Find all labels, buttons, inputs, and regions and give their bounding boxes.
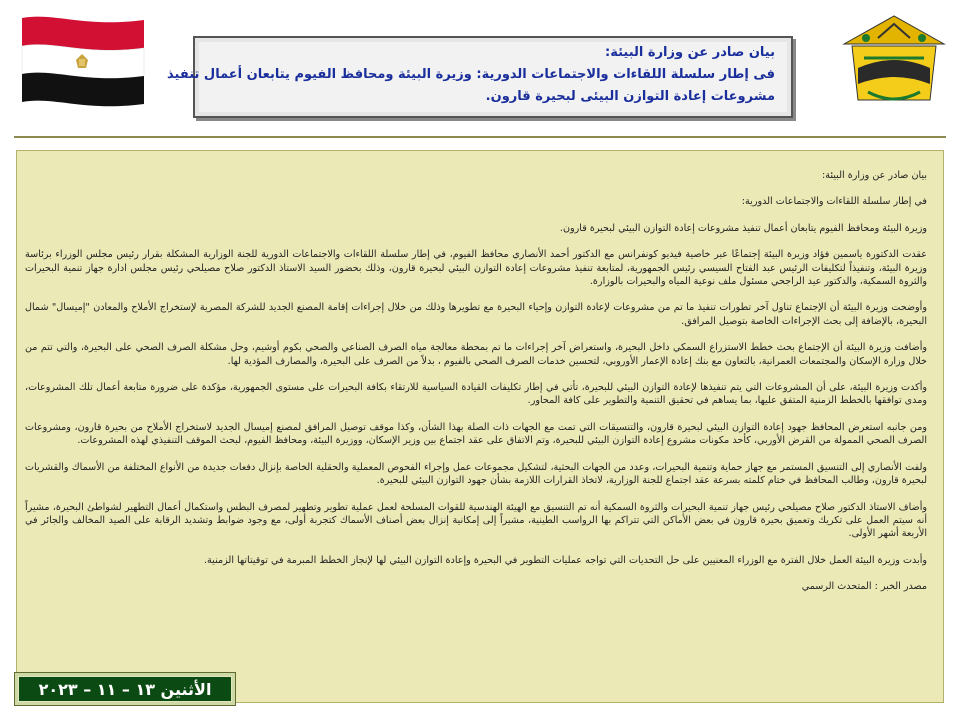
paragraph: وأضافت وزيرة البيئة أن الإجتماع بحث خطط الاستزراع السمكي داخل البحيرة، واستعراض آخر إجراءات ما تم بمحطة معالجة مياه الصرف الصناعي والصحي بكوم أوشيم، وحل مشكلة الصرف الصحي على البحيرة، والتي تتم من خلال وزارة الإسكان والمجتمعات العمرانية، بالتعاون مع بنك إعادة الإعمار الأوروبي، لتحسين خدمات الصرف الصحي بالفيوم ، بدلاً من الصرف على البحيرة، والمصارف المؤدية لها. (25, 342, 927, 367)
paragraph: بيان صادر عن وزارة البيئة: (822, 170, 927, 181)
header-inner (167, 42, 787, 112)
header-title-line-1: بيان صادر عن وزارة البيئة: (605, 45, 775, 60)
paragraph: وأوضحت وزيرة البيئة أن الإجتماع تناول آخر تطورات تنفيذ ما تم من مشروعات لإعادة التوازن وإحياء البحيرة مع تطويرها وذلك من خلال إجراءات إقامة المصنع الجديد للشركة المصرية لإستخراج الأملاح والمعادن "إميسال" شمال البحيرة، بالإضافة إلى بحث الإجراءات الخاصة بتوصيل المرافق. (25, 302, 927, 327)
paragraph: في إطار سلسلة اللقاءات والاجتماعات الدورية: (741, 196, 927, 208)
paragraph: عقدت الدكتورة ياسمين فؤاد وزيرة البيئة إجتماعًا عبر خاصية فيديو كونفرانس مع الدكتور أحمد الأنصاري محافظ الفيوم، في إطار سلسلة اللقاءات والاجتماعات الدورية للجنة الوزارية المشكلة بقرار رئيس مجلس الوزراء برئاسة وزيرة البيئة، وتنفيذاً لتكليفات الرئيس عبد الفتاح السيسي رئيس الجمهورية، لمتابعة تنفيذ مشروعات إعادة التوازن البيئي لبحيرة قارون، وذلك بحضور السيد الاستاذ الدكتور صلاح مصيلحي رئيس مجلس ادارة جهاز تنمية البحيرات والثروة السمكية، والدكتور عيد الراجحي مسئول ملف نوعية المياه والبحيرات بالوزارة. (25, 249, 927, 288)
divider (14, 136, 946, 138)
header-box (167, 36, 793, 118)
date-text: الأثنين ١٣ – ١١ – ٢٠٢٣ (18, 676, 232, 702)
content-box (16, 150, 944, 703)
paragraph: وزيرة البيئة ومحافظ الفيوم يتابعان أعمال تنفيذ مشروعات إعادة التوازن البيئي لبحيرة قارون. (559, 222, 927, 234)
paragraph: ولفت الأنصاري إلى التنسيق المستمر مع جهاز حماية وتنمية البحيرات، وعدد من الجهات البحثية، لتشكيل مجموعات عمل وإجراء الفحوص المعملية والحقلية الخاصة بإنزال دفعات جديدة من الأنواع المختلفة من الأسماك والقشريات لبحيرة قارون، وطالب المحافظ في ختام كلمته بسرعة عقد اجتماع للجنة الوزارية، لاتخاذ القرارات اللازمة بشأن جهود التوازن البيئي للبحيرة. (25, 461, 927, 487)
paragraph: وأضاف الاستاذ الدكتور صلاح مصيلحي رئيس جهاز تنمية البحيرات والثروة السمكية أنه تم التنسيق مع الهيئة الهندسية للقوات المسلحة لعمل عملية تطوير وتطهير لمصرف البطس واستكمال أعمال التطهير لشواطئ البحيرة، مشيراً أنه سيتم العمل على تكريك وتعميق بحيرة قارون في بعض الأماكن التي تتراكم بها الرواسب الطينية، مشيراً إلى إمكانية إنزال بعض أصناف الأسماك كتجربة أولى، مع وجود ضوابط وتشديد الرقابة على الصيد المخالف والجائر في الأربعة أشهر الأولى. (25, 501, 927, 540)
egypt-flag-icon (14, 10, 150, 108)
paragraph: وأكدت وزيرة البيئة، على أن المشروعات التي يتم تنفيذها لإعادة التوازن البيئي للبحيرة، تأتي في إطار تكليفات القيادة السياسية للارتقاء بكافة البحيرات على مستوى الجمهورية، مؤكدة على ضرورة متابعة أعمال تلك المشروعات، ومدى توافقها بالخطط الزمنية المتفق عليها، بما يساهم في تحقيق التنمية والتطوير على كافة المحاور. (25, 382, 927, 407)
article-body (25, 169, 927, 607)
header-title-line-3: مشروعات إعادة التوازن البيئى لبحيرة قارون. (485, 89, 775, 104)
fayoum-governorate-logo-icon (838, 14, 950, 108)
source-line: مصدر الخبر : المتحدث الرسمي (801, 581, 927, 593)
paragraph: ومن جانبه استعرض المحافظ جهود إعادة التوازن البيئي لبحيرة قارون، والتنسيقات التي تمت مع الجهات ذات الصلة بهذا الشأن، وكذا موقف توصيل المرافق لمصنع إميسال الجديد لاستخراج الأملاح من بحيرة قارون، ومشروعات الصرف الصحي الممولة من القرض الأوربي، كأحد مكونات مشروع إعادة التوازن البيئي للبحيرة، وتم الاتفاق على عقد اجتماع بين وزير الإسكان، ووزيرة البيئة، ومحافظ الفيوم، لبحث الموقف التنفيذي لهذه المشروعات. (25, 421, 927, 447)
header-title-line-2: فى إطار سلسلة اللقاءات والاجتماعات الدورية: وزيرة البيئة ومحافظ الفيوم يتابعان أعمال تنفيذ (167, 67, 775, 82)
date-badge (14, 672, 236, 706)
paragraph: وأبدت وزيرة البيئة العمل خلال الفترة مع الوزراء المعنيين على حل التحديات التي تواجه عمليات التطوير في البحيرة وإعادة التوازن البيئي لها لإنجاز الخطط المبرمة في توقيتاتها الزمنية. (203, 554, 927, 566)
